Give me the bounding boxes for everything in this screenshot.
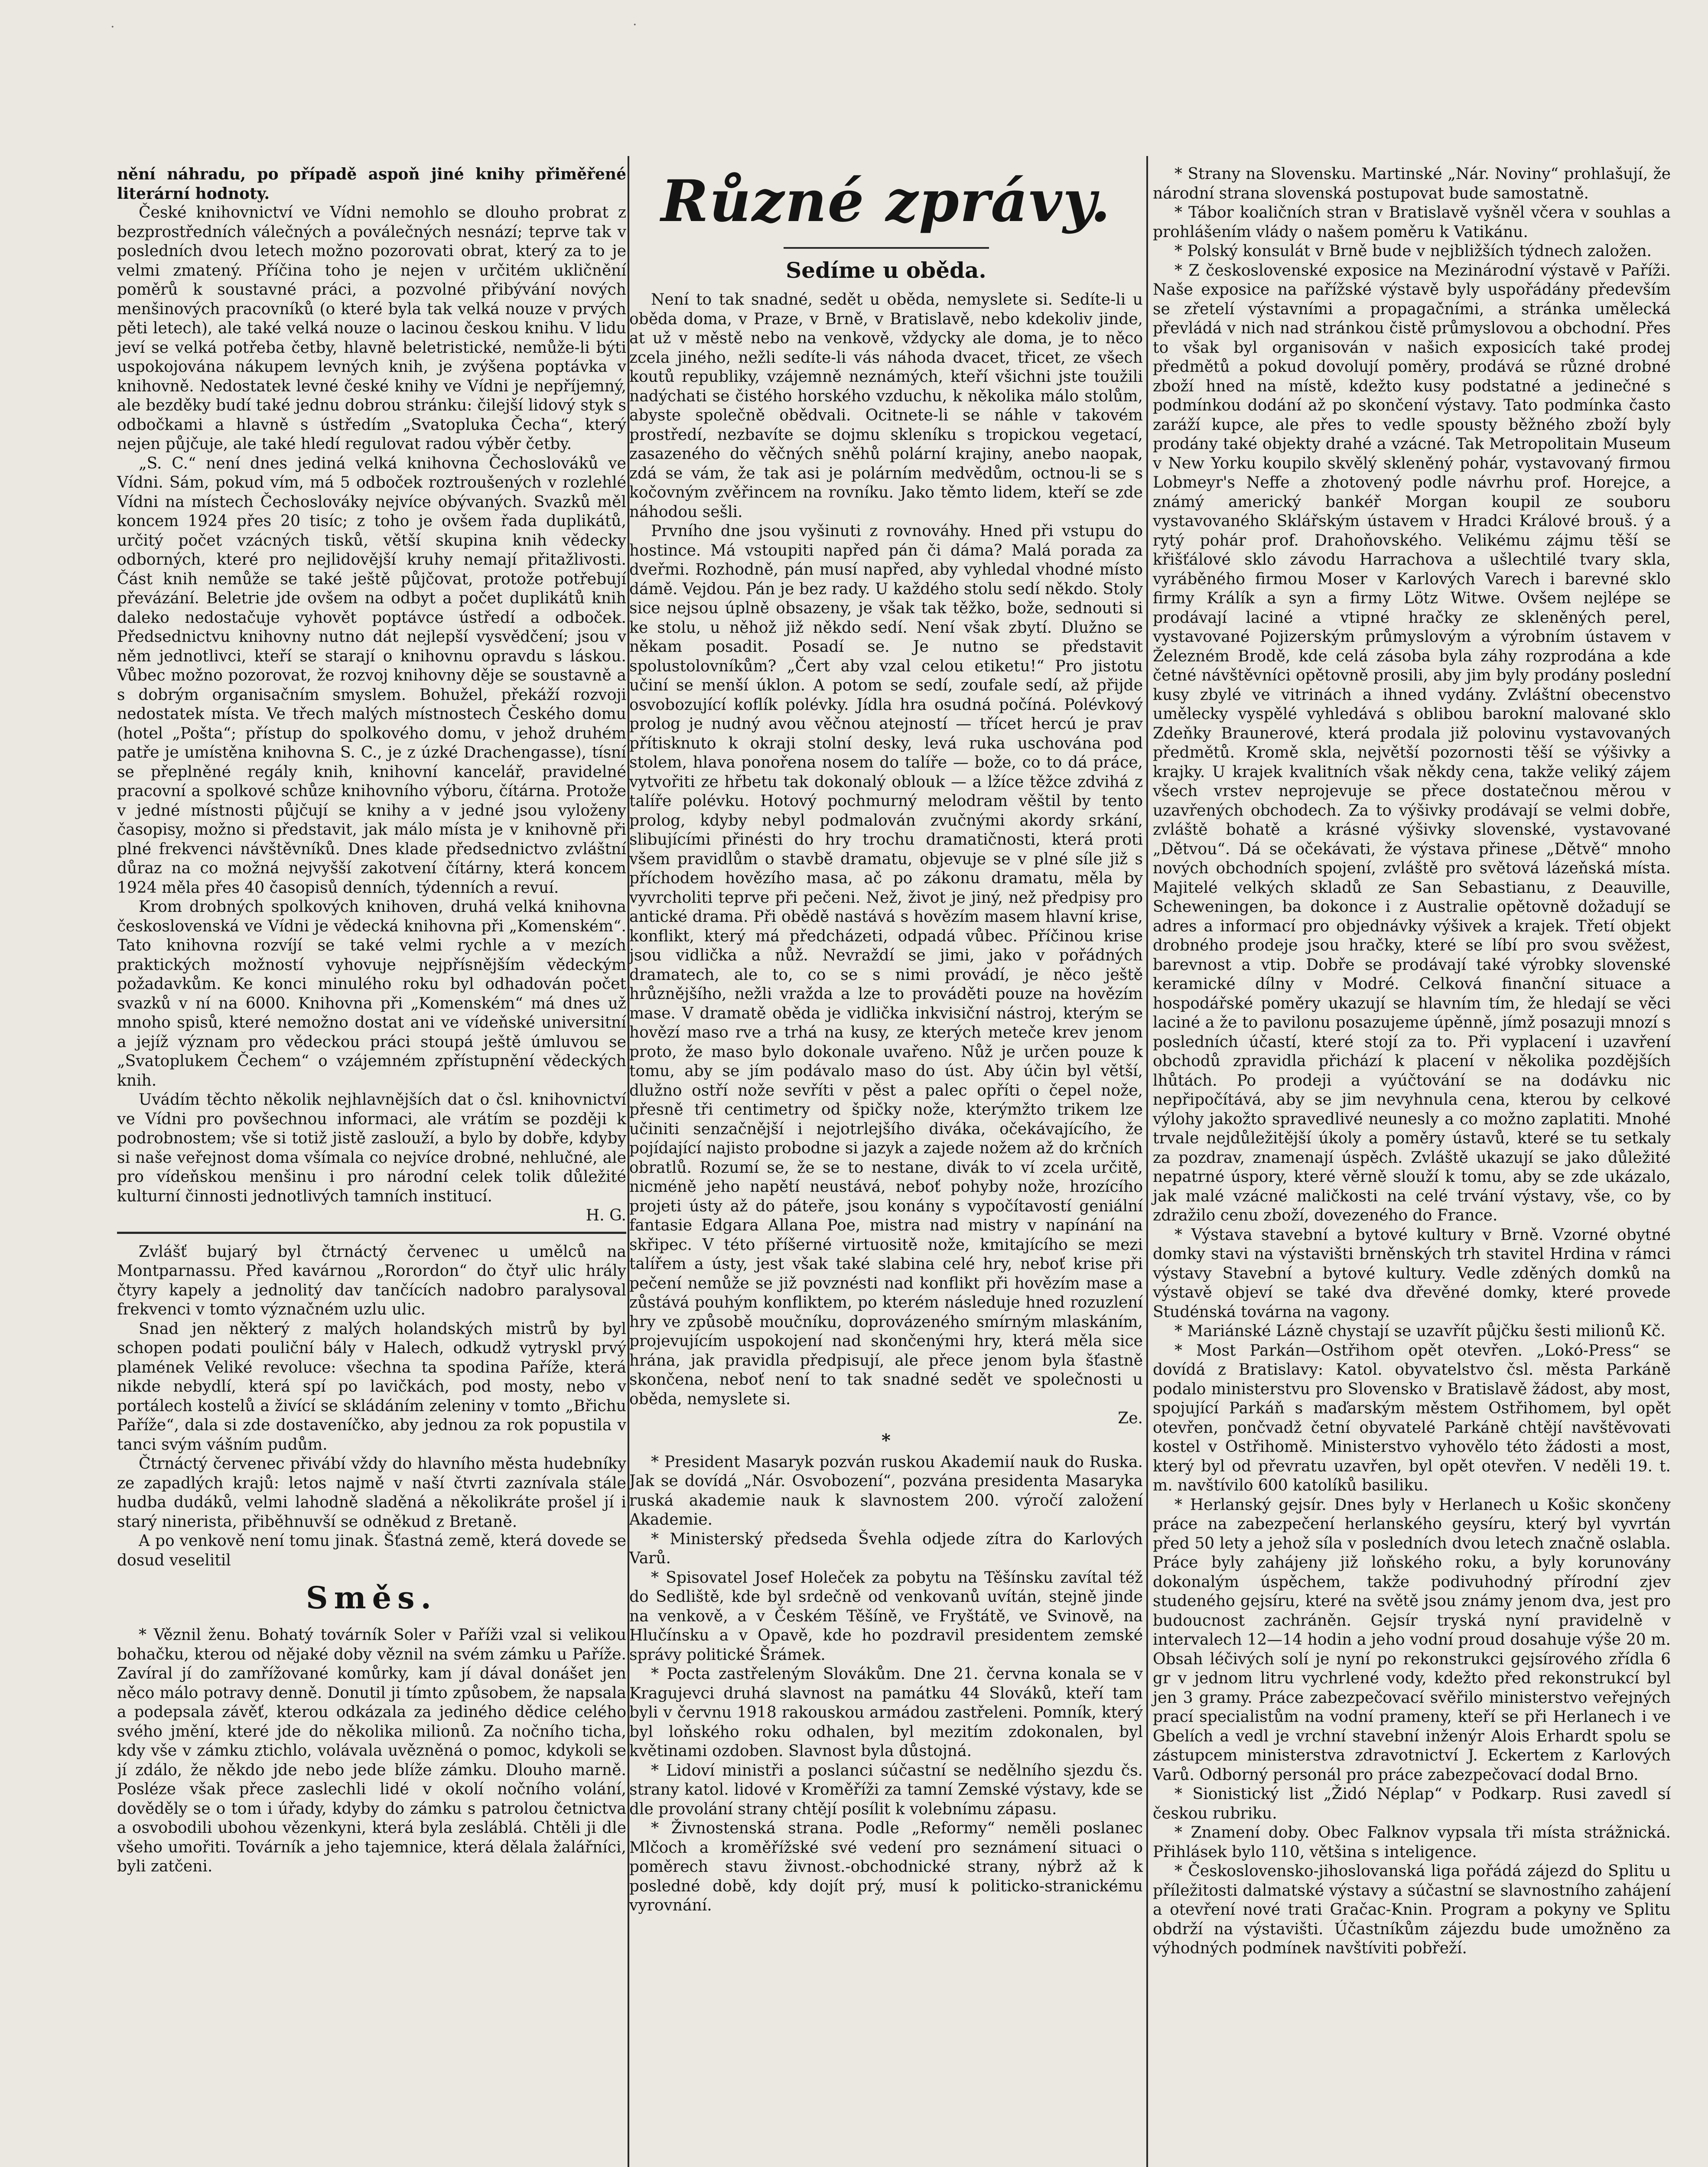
paragraph: Uvádím těchto několik nejhlavnějších dat o čsl. knihovnictví ve Vídni pro povšechnou informaci, ale vrátím se později k podrobnostem; vše si totiž jistě zaslouží, a bylo by dobře, kdyby si naše veřejnost doma všímala co nejvíce drobné, nehlučné, ale pro vídeňskou menšinu i pro národní celek tolik důležité kulturní činnosti jednotlivých tamních institucí. xyxy=(117,1091,626,1205)
column-divider-right xyxy=(1146,156,1148,2167)
middle-column xyxy=(629,165,1143,1916)
section-heading-smes: Směs. xyxy=(306,1580,437,1616)
news-item: * Spisovatel Josef Holeček za pobytu na Těšínsku zavítal též do Sedliště, kde byl srdečně od venkovanů uvítán, stejně jinde na venkově, a v Českém Těšíně, ve Fryštátě, ve Svinově, na Hlučínsku a v Opavě, kde ho pozdravil presidentem zemské správy politické Šrámek. xyxy=(629,1568,1143,1664)
scan-speck: · xyxy=(111,20,115,35)
news-item: * Strany na Slovensku. Martinské „Nár. Noviny“ prohlašují, že národní strana slovenská postupovat bude samostatně. xyxy=(1153,165,1671,202)
news-item: * Znamení doby. Obec Falknov vypsala tři místa strážnická. Přihlásek bylo 110, většina s inteligence. xyxy=(1153,1824,1671,1861)
news-item: * Československo-jihoslovanská liga pořádá zájezd do Splitu u příležitosti dalmatské výstavy a súčastní se slavnostního zahájení a otevření nové trati Gračac-Knin. Program a pokyny ve Splitu obdrží na výstavišti. Účastníkům zájezdu bude umožněno za výhodných podmínek navštíviti pobřeží. xyxy=(1153,1862,1671,1957)
news-item: * Výstava stavební a bytové kultury v Brně. Vzorné obytné domky stavi na výstavišti brněnských trh stavitel Hrdina v rámci výstavy Stavební a bytové kultury. Vedle zděných domků na výstavě objeví se také dva dřevěné domky, které provede Studénská továrna na vagony. xyxy=(1153,1226,1671,1321)
paragraph: Snad jen některý z malých holandských mistrů by byl schopen podati pouliční bály v Halech, odkudž vytryskl prvý plamének Veliké revoluce: všechna ta spodina Paříže, která nikde nebydlí, která spí po lavičkách, pod mosty, nebo v portálech kostelů a živící se skládáním zeleniny v tomto „Břichu Paříže“, dala si zde dostaveníčko, aby jednou za rok popustila v tanci svým vášním pudům. xyxy=(117,1320,626,1454)
news-item: * Z československé exposice na Mezinárodní výstavě v Paříži. Naše exposice na pařížské výstavě byly uspořádány především se zřetelí výstavními a propagačními, a stránka umělecká převládá v nich nad stránkou čistě průmyslovou a obchodní. Přes to však byl organisován v našich exposicích také prodej předmětů a pokud dovolují poměry, prodává se různé drobné zboží hned na místě, kdežto kusy podstatné a jedinečné s podmínkou dodání až po skončení výstavy. Tato podmínka často zaráží kupce, ale přes to vedle spousty běžného zboží byly prodány také objekty drahé a vzácné. Tak Metropolitain Museum v New Yorku koupilo skvělý skleněný pohár, vystavovaný firmou Lobmeyr's Neffe a zhotovený podle návrhu prof. Horejce, a známý americký bankéř Morgan koupil ze souboru vystavovaného Sklářským ústavem v Hradci Králové brouš. ý a rytý pohár prof. Drahoňovského. Velikému zájmu těší se křišťálové sklo závodu Harrachova a ušlechtilé tvary skla, vyráběného firmou Moser v Karlových Varech i barevné sklo firmy Králík a syn a firmy Lötz Witwe. Ovšem nejlépe se prodávají laciné a vtipné hračky ze skleněných perel, vystavované Pojizerským průmyslovým a výrobním ústavem v Železném Brodě, kde celá zásoba byla záhy rozprodána a kde četné návštěvníci opětovně prosili, aby jim byly prodány poslední kusy zbylé ve vitrinách a ihned vydány. Zvláštní obecenstvo umělecky vyspělé vyhledává s oblibou barokní malované sklo Zdeňky Braunerové, která prodala již polovinu vystavovaných předmětů. Kromě skla, největší pozornosti těší se výšivky a krajky. U krajek kvalitních však někdy cena, takže veliký zájem všech vrstev neprojevuje se přece dostatečnou měrou v uzavřených obchodech. Za to výšivky prodávají se velmi dobře, zvláště bohatě a krásné výšivky slovenské, vystavované „Dětvou“. Dá se očekávati, že výstava přinese „Dětvě“ mnoho nových obchodních spojení, zvláště pro světová lázeňská místa. Majitelé velkých skladů ze San Sebastianu, z Deauville, Scheweningen, ba dokonce i z Australie opětovně dožadují se adres a informací pro objednávky výšivek a krajek. Třetí objekt drobného prodeje jsou hračky, které se líbí pro svou svěžest, barevnost a vtip. Dobře se prodávají také výrobky slovenské keramické dílny v Modré. Celková finanční situace a hospodářské poměry ukazují se hlavním tím, že hledají se věci laciné a že to pavilonu posazujeme úpěnně, jímž posazuji mnozí s posledních účastí, které stojí za to. Při vyplacení i uzavření obchodů zpravidla přichází k placení v několika pozdějších lhůtách. Po prodeji a vyúčtování se na dodávku nic nepřipočítává, aby se jim nevyhnula cena, kterou by celkové výlohy jakožto spravedlivé neunesly a co možno zaplatiti. Mnohé trvale nejdůležitější úkoly a poměry ústavů, které se tu setkaly za pozdrav, znamenají úspěch. Zvláště ukazují se jako důležité nepatrné úspory, které věrně slouží k tomu, aby se zde ukázalo, jak malé vzácné maličkosti na celé trvání výstavy, vše, co by zdražilo cenu zboží, dovezeného do France. xyxy=(1153,261,1671,1224)
news-item: * Herlanský gejsír. Dnes byly v Herlanech u Košic skončeny práce na zabezpečení herlanského geysíru, který byl vyvrtán před 50 lety a jehož síla v posledních dvou letech značně oslabla. Práce byly zahájeny již loňského roku, a byly korunovány dokonalým úspěchem, takže podivuhodný přírodní zjev studeného gejsíru, které na světě jsou známy jenom dva, jest pro budoucnost zachráněn. Gejsír tryská nyní pravidelně v intervalech 12—14 hodin a jeho vodní proud dosahuje výše 20 m. Obsah léčivých solí je nyní po rekonstrukci gejsírového zřídla 6 gr v jednom litru vychrlené vody, kdežto před rekonstrukcí byl jen 3 gramy. Práce zabezpečovací svěřilo ministerstvo veřejných prací specialistům na vodní prameny, kteří se při Herlanech i ve Gbelích a vedl je vrchní stavební inženýr Alois Erhardt spolu se zástupcem ministerstva zdravotnictví J. Eckertem z Karlových Varů. Odborný personál pro práce zabezpečovací dodal Brno. xyxy=(1153,1496,1671,1784)
section-heading-ruzne-zpravy: Různé zprávy. xyxy=(660,168,1112,235)
paragraph: * Věznil ženu. Bohatý továrník Soler v Paříži vzal si velikou bohačku, kterou od nějaké doby věznil na svém zámku u Paříže. Zavíral jí do zamřížované komůrky, kam jí dával donášet jen něco málo potravy denně. Donutil ji tímto způsobem, že napsala a podepsala závěť, kterou odkázala za jediného dědice celého svého jmění, které jde do několika milionů. Za nočního ticha, kdy vše v zámku ztichlo, volávala uvězněná o pomoc, kdykoli se jí zdálo, že někdo jde nebo jede blíže zámku. Dlouho marně. Posléze však přece zaslechli lidé v okolí nočního volání, dověděly se o tom i úřady, kdyby do zámku s patrolou četnictva a osvobodili ubohou vězenkyni, která byla zesláblá. Chtěli ji dle všeho umořiti. Továrník a jeho tajemnice, která dělala žalářníci, byli zatčeni. xyxy=(117,1626,626,1875)
news-item: * Mariánské Lázně chystají se uzavřít půjčku šesti milionů Kč. xyxy=(1174,1322,1666,1340)
news-item: * Most Parkán—Ostřihom opět otevřen. „Lokó-Press“ se dovídá z Bratislavy: Katol. obyvatelstvo čsl. města Parkáně podalo ministerstvu pro Slovensko v Bratislavě žádost, aby most, spojující Parkáň s maďarským městem Ostřihomem, byl opět otevřen, pončvadž četní obyvatelé Parkáně chtějí navštěvovati kostel v Ostřihomě. Ministerstvo vyhovělo této žádosti a most, který byl od převratu uzavřen, byl opět otevřen. V neděli 19. t. m. navštívilo 600 katolíků basiliku. xyxy=(1153,1341,1671,1494)
news-item: * Polský konsulát v Brně bude v nejbližších týdnech založen. xyxy=(1174,242,1652,260)
news-item: * Pocta zastřeleným Slovákům. Dne 21. června konala se v Kragujevci druhá slavnost na památku 44 Slováků, kteří tam byli v červnu 1918 rakouskou armádou zastřeleni. Pomník, který byl loňského roku odhalen, byl mezitím zdokonalen, byl květinami ozdoben. Slavnost byla důstojná. xyxy=(629,1665,1143,1760)
paragraph: Čtrnáctý červenec přivábí vždy do hlavního města hudebníky ze zapadlých krajů: letos najmě v naší čtvrti zaznívala stále hudba dudáků, velmi lahodně sladěná a několikráte prošel jí i starý ninerista, přiběhnuvší se odněkud z Bretaně. xyxy=(117,1455,626,1531)
paragraph: Není to tak snadné, sedět u oběda, nemyslete si. Sedíte-li u oběda doma, v Praze, v Brně, v Bratislavě, nebo kdekoliv jinde, at už v městě nebo na venkově, vždycky ale doma, je to něco zcela jiného, nežli sedíte-li vás náhoda dvacet, třicet, ze všech koutů republiky, vzájemně neznámých, kteří všichni jste toužili nadýchati se čistého horského vzduchu, k několika málo stolům, abyste společně obědvali. Ocitnete-li se náhle v takovém prostředí, nezbavíte se dojmu skleníku s tropickou vegetací, zasazeného do věčných sněhů polární krajiny, anebo naopak, zdá se vám, že tak asi je polárním medvědům, octnou-li se s kočovným zvěřincem na rovníku. Jako těmto lidem, kteří se zde náhodou sešli. xyxy=(629,291,1143,521)
section-divider xyxy=(117,1232,626,1234)
news-item: * Živnostenská strana. Podle „Reformy“ neměli poslanec Mlčoch a kroměřížské své vedení pro seznámení situaci o poměrech stavu živnost.-obchodnické strany, nýbrž až k posledné době, kdy dojít prý, musí k politicko-stranickému vyrovnání. xyxy=(629,1819,1143,1914)
paragraph: Prvního dne jsou vyšinuti z rovnováhy. Hned při vstupu do hostince. Má vstoupiti napřed pán či dáma? Malá porada za dveřmi. Rozhodně, pán musí napřed, aby vyhledal vhodné místo dámě. Vejdou. Pán je bez rady. U každého stolu sedí někdo. Stoly sice nejsou úplně obsazeny, je však tak těžko, bože, sednouti si ke stolu, u něhož již někdo sedí. Není však zbytí. Dlužno se někam posadit. Posadí se. Je nutno se představit spolustolovníkům? „Čert aby vzal celou etiketu!“ Pro jistotu učiní se menší úklon. A potom se sedí, zoufale sedí, až přijde osvobozující koflík polévky. Jídla hra osudná počíná. Polévkový prolog je nudný avou věčnou atejností — třícet hercú je prav přítisknuto k okraji stolní desky, levá ruka uschována pod stolem, hlava ponořena nosem do talíře — bože, co to dá práce, vytvořiti ze hřbetu tak dokonalý oblouk — a lžíce těžce zdvihá z talíře polévku. Hotový pochmurný melodram věštil by tento prolog, kdyby nebyl podmalován zvučnými akordy srkání, slibujícími přinésti do hry trochu dramatičnosti, která proti všem pravidlům o stavbě dramatu, objevuje se v plné síle již s příchodem hovězího masa, ač po zákonu dramatu, měla by vyvrcholiti teprve při pečeni. Než, život je jiný, než předpisy pro antické drama. Při obědě nastává s hovězím masem hlavní krise, konflikt, který má předcházeti, odpadá vůbec. Příčinou krise jsou vidlička a nůž. Nevraždí se jimi, jako v pořádných dramatech, ale to, co se s nimi provádí, je něco ještě hrůznějšího, nežli vražda a lze to prováděti pouze na hovězím mase. V dramatě oběda je vidlička inkvisiční nástroj, kterým se hovězí maso rve a trhá na kusy, ze kterých meteče krev jenom proto, že maso bylo dokonale uvařeno. Nůž je určen pouze k tomu, aby se jím podávalo maso do úst. Aby účin byl větší, dlužno ostří nože sevříti v pěst a palec opříti o čepel nože, přesně tři centimetry od špičky nože, kterýmžto trikem lze učiniti senzačnější i nejotrlejšího diváka, očekávajícího, že pojídající najisto probodne si jazyk a zajede nožem až do krčních obratlů. Rozumí se, že se to nestane, divák to ví zcela určitě, nicméně jeho napětí neustává, neboť pohyby nože, hrozícího projeti ústy až do páteře, jsou konány s vypočítavostí geniální fantasie Edgara Allana Poe, mistra nad mistry v napínání na skřipec. V této příšerné virtuositě nože, kmitajícího se mezi talířem a ústy, jest však také slabina celé hry, neboť krise při pečení nemůže se již povznésti nad konflikt při hovězím mase a zůstává pouhým konfliktem, po kterém následuje hned rozuzlení hry ve způsobě moučníku, doprovázeného smírným mlaskáním, projevujícím uspokojení nad skončenými hry, která měla sice hrána, jak pravidla předpisují, ale přece jenom byla šťastně skončena, neboť není to tak snadné sedět ve společnosti u oběda, nemyslete si. xyxy=(629,522,1143,1408)
author-signature: Ze. xyxy=(1118,1409,1143,1427)
scan-speck: · xyxy=(633,17,637,33)
heading-rule xyxy=(784,247,989,249)
right-column xyxy=(1153,165,1671,1959)
news-item: * Lidoví ministři a poslanci súčastní se nedělního sjezdu čs. strany katol. lidové v Kroměříži za tamní Zemské výstavy, kde se dle provolání strany chtějí posílit k volebnímu zápasu. xyxy=(629,1761,1143,1818)
left-column xyxy=(117,165,626,1877)
news-item: * Sionistický list „Židó Néplap“ v Podkarp. Rusi zavedl sí českou rubriku. xyxy=(1153,1785,1671,1822)
asterisk-separator: * xyxy=(882,1430,891,1451)
article-headline: Sedíme u oběda. xyxy=(786,257,986,283)
paragraph: nění náhradu, po případě aspoň jiné knihy přiměřené literární hodnoty. xyxy=(117,165,626,203)
paragraph: Krom drobných spolkových knihoven, druhá velká knihovna československá ve Vídni je vědecká knihovna při „Komenském“. Tato knihovna rozvíjí se také velmi rychle a v mezích praktických možností vyhovuje nejpřísnějším vědeckým požadavkům. Ke konci minulého roku byl odhadován počet svazků v ní na 6000. Knihovna při „Komenském“ má dnes už mnoho spisů, které nemožno dostat ani ve vídeňské universitní a jejíž význam pro vědeckou práci stoupá ještě úmluvou se „Svatoplukem Čechem“ o vzájemném zpřístupnění vědeckých knih. xyxy=(117,898,626,1090)
paragraph: A po venkově není tomu jinak. Šťastná země, která dovede se dosud veselitil xyxy=(117,1532,626,1569)
author-signature: H. G. xyxy=(586,1207,626,1224)
news-item: * Tábor koaličních stran v Bratislavě vyšněl včera v souhlas a prohlášením vlády o našem poměru k Vatikánu. xyxy=(1153,204,1671,241)
news-item: * Ministerský předseda Švehla odjede zítra do Karlových Varů. xyxy=(629,1530,1143,1567)
news-item: * President Masaryk pozván ruskou Akademií nauk do Ruska. Jak se dovídá „Nár. Osvobození“, pozvána presidenta Masaryka ruská akademie nauk k slavnostem 200. výročí založení Akademie. xyxy=(629,1453,1143,1529)
paragraph: Zvlášť bujarý byl čtrnáctý červenec u umělců na Montparnassu. Před kavárnou „Rorordon“ do čtyř ulic hrály čtyry kapely a jednolitý dav tančících nadobro paralysoval frekvenci v tomto význačném uzlu ulic. xyxy=(117,1243,626,1318)
paragraph: České knihovnictví ve Vídni nemohlo se dlouho probrat z bezprostředních válečných a poválečných nesnází; teprve tak v posledních dvou letech možno pozorovati obrat, který za to je velmi zmatený. Příčina toho je nejen v určitém ukličnění poměrů k soustavné práci, a pozvolné přibývání nových menšinových pracovníků (o které byla tak velká nouze v prvých pěti letech), ale také velká nouze o lacinou českou knihu. V lidu jeví se velká potřeba četby, hlavně beletristické, nemůže-li býti uspokojována nákupem levných knih, je zvýšena poptávka v knihovně. Nedostatek levné české knihy ve Vídni je nepříjemný, ale bezděky budí také jednu dobrou stránku: čilejší lidový styk s odbočkami a hlavně s ústředím „Svatopluka Čecha“, který nejen půjčuje, ale také hledí regulovat radou výběr četby. xyxy=(117,204,626,453)
paragraph: „S. C.“ není dnes jediná velká knihovna Čechoslováků ve Vídni. Sám, pokud vím, má 5 odboček roztroušených v rozlehlé Vídni na místech Čechoslováky nejvíce obývaných. Svazků měl koncem 1924 přes 20 tisíc; z toho je ovšem řada duplikátů, určitý počet vzácných tisků, větší skupina knih vědecky odborných, které pro nejlidovější kruhy nemají přitažlivosti. Část knih nemůže se také ještě půjčovat, protože potřebují převázání. Beletrie jde ovšem na odbyt a počet duplikátů knih daleko nedostačuje vyhovět poptávce ústředí a odboček. Předsednictvu knihovny nutno dát nejlepší vysvědčení; jsou v něm jednotlivci, kteří se starají o knihovnu opravdu s láskou. Vůbec možno pozorovat, že rozvoj knihovny děje se soustavně a s dobrým organisačním smyslem. Bohužel, překáží rozvoji nedostatek místa. Ve třech malých místnostech Českého domu (hotel „Pošta“; přístup do spolkového domu, v jehož druhém patře je umístěna knihovna S. C., je z úzké Drachengasse), tísní se přeplněné regály knih, knihovní kancelář, pravidelné pracovní a spolkové schůze knihovního výboru, čítárna. Protože v jedné místnosti půjčují se knihy a v jedné jsou vyloženy časopisy, možno si představit, jak málo místa je v knihovně při plné frekvenci návštěvníků. Dnes klade předsednictvo zvláštní důraz na co možná nejvyšší zakotvení čítárny, která koncem 1924 měla přes 40 časopisů denních, týdenních a revuí. xyxy=(117,454,626,897)
